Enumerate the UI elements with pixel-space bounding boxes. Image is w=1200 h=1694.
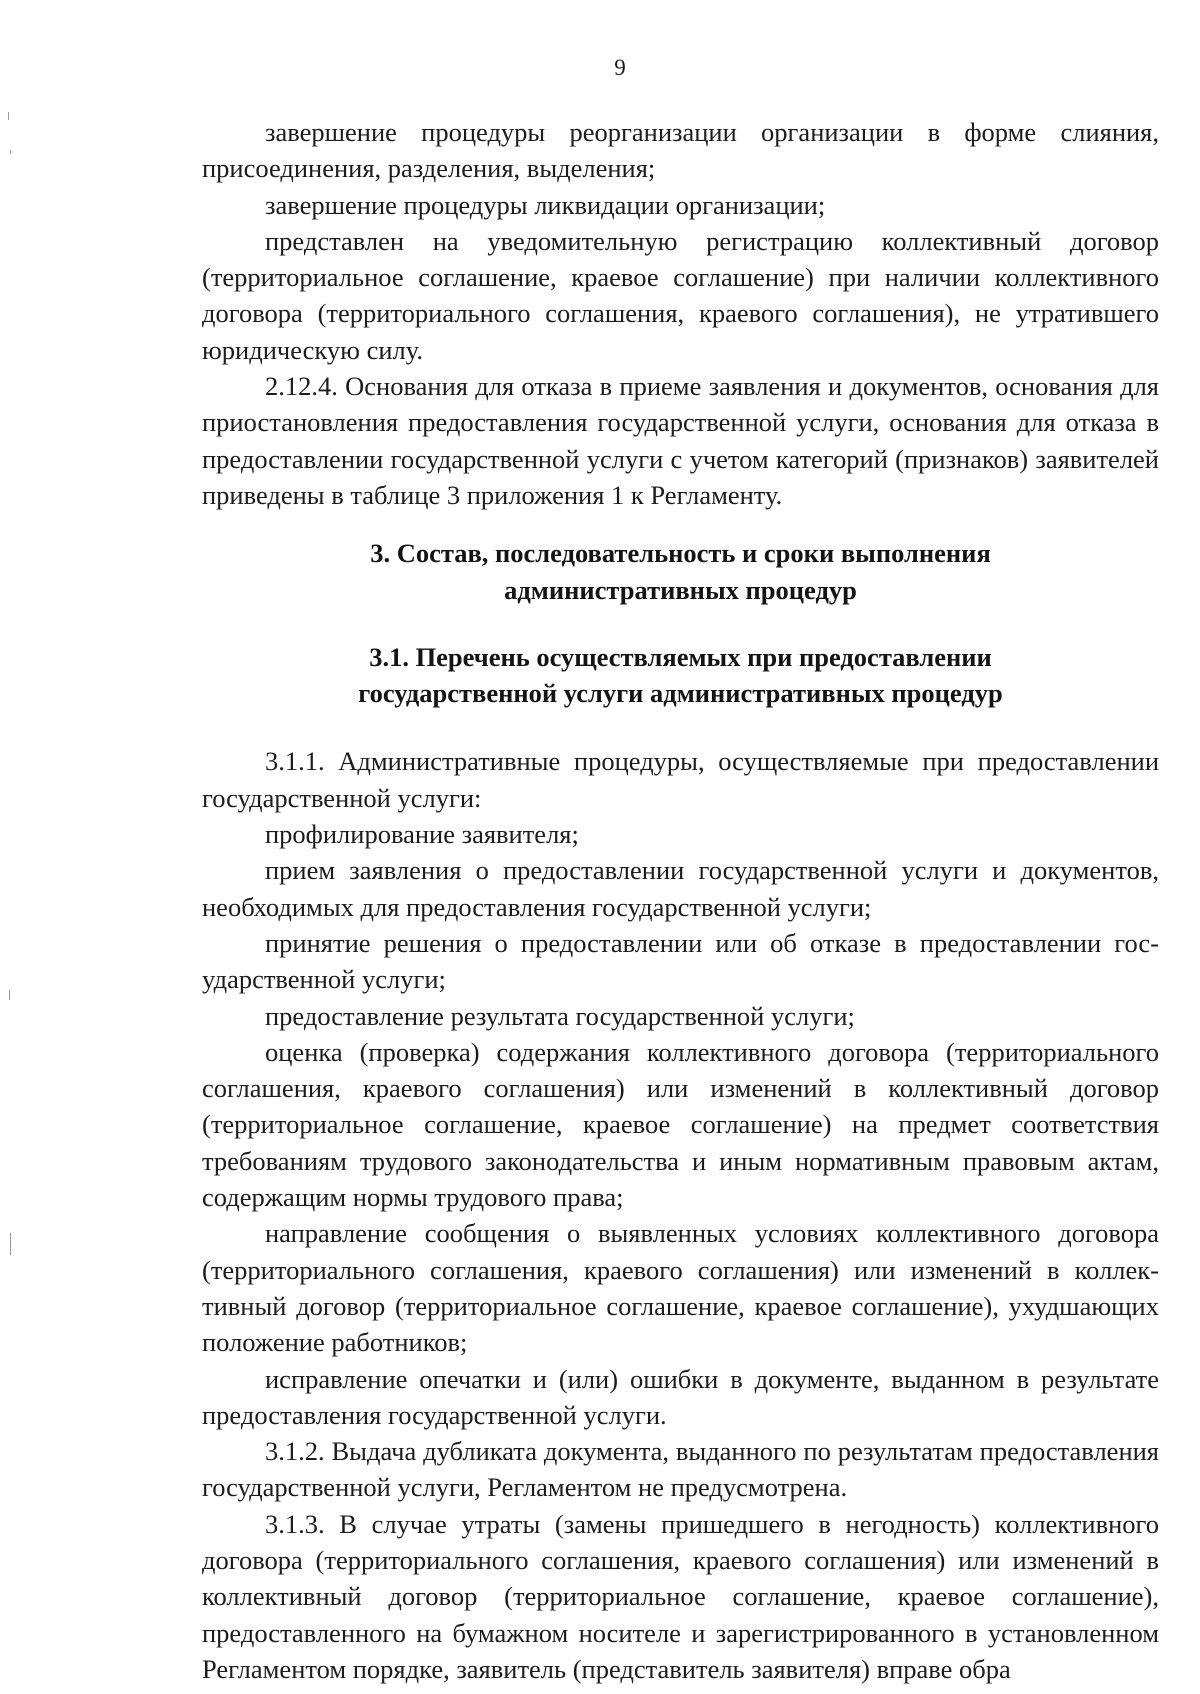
scan-artifact bbox=[9, 990, 10, 1000]
section-heading-line-2: административных процедур bbox=[504, 574, 857, 605]
scan-artifact bbox=[8, 112, 9, 120]
subsection-heading-line-1: 3.1. Перечень осуществляемых при предоставлении bbox=[369, 641, 992, 672]
list-item-result: предоставление результата государственной услуги; bbox=[265, 1000, 855, 1031]
document-body bbox=[202, 114, 1159, 1687]
subsection-heading-line-2: государственной услуги административных процедур bbox=[358, 678, 1003, 709]
section-heading bbox=[202, 535, 1159, 608]
scan-artifact bbox=[10, 1233, 11, 1255]
paragraph-3-1-1: 3.1.1. Административные процедуры, осуществляемые при предоставлении государственной услуги: bbox=[202, 746, 1159, 813]
list-item-assessment: оценка (проверка) содержания коллективного договора (территориального соглашения, краевого соглашения) или изменений в коллективный договор (территориальное соглашение, краевое соглашение) на предмет соответствия требованиям трудового законодательства и иным нормативным правовым актам, содержащим нормы трудового права; bbox=[202, 1036, 1159, 1213]
paragraph-reorganization: завершение процедуры реорганизации организации в форме слияния, присоединения, разделения, выделения; bbox=[202, 117, 1159, 184]
paragraph-liquidation: завершение процедуры ликвидации организации; bbox=[265, 189, 826, 220]
scan-artifact bbox=[10, 150, 11, 154]
list-item-profiling: профилирование заявителя; bbox=[265, 819, 579, 850]
paragraph-3-1-3: 3.1.3. В случае утраты (замены пришедшего в негодность) коллективного договора (территориального соглашения, краевого соглашения) или изменений в коллективный договор (территориальное соглашение, краевое соглашение), предоставленного на бумажном носителе и зарегистрированного в установленном Регламентом порядке, заявитель (представитель заявителя) вправе обра bbox=[202, 1508, 1159, 1684]
subsection-heading bbox=[202, 639, 1159, 712]
list-item-correction: исправление опечатки и (или) ошибки в документе, выданном в результате предоставления государственной услуги. bbox=[202, 1363, 1159, 1430]
page-number: 9 bbox=[614, 55, 626, 80]
paragraph-3-1-2: 3.1.2. Выдача дубликата документа, выданного по результатам предоставления государственной услуги, Регламентом не предусмотрена. bbox=[202, 1436, 1159, 1503]
paragraph-2-12-4: 2.12.4. Основания для отказа в приеме заявления и документов, основания для приостановления предоставления государственной услуги, основания для отказа в предоставлении государственной услуги с учетом категорий (признаков) заявителей приведены в таблице 3 приложения 1 к Регламенту. bbox=[202, 371, 1159, 510]
list-item-decision: принятие решения о предоставлении или об отказе в предоставлении государственной услуги; bbox=[202, 927, 1159, 995]
section-heading-line-1: 3. Состав, последовательность и сроки выполнения bbox=[370, 538, 991, 569]
paragraph-collective-agreement: представлен на уведомительную регистрацию коллективный договор (территориальное соглашение, краевое соглашение) при наличии коллективного договора (территориального соглашения, краевого соглашения), не утратившего юридическую силу. bbox=[202, 225, 1159, 365]
list-item-reception: прием заявления о предоставлении государственной услуги и документов, необходимых для предоставления государственной услуги; bbox=[202, 855, 1159, 922]
list-item-notification: направление сообщения о выявленных условиях коллективного договора (территориального соглашения, краевого соглашения) или изменений в коллективный договор (территориальное соглашение, краевое соглашение), ухудшающих положение работников; bbox=[202, 1218, 1159, 1358]
